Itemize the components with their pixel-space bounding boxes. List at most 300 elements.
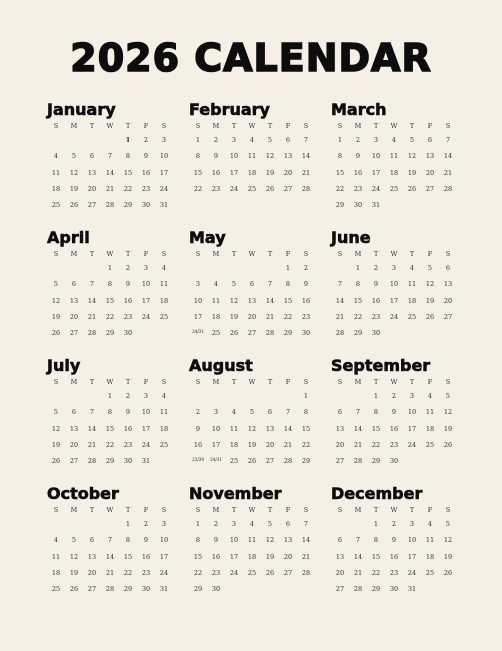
day-cell: 3 — [409, 520, 415, 528]
day-cell: 28 — [283, 457, 293, 466]
day-cell: 19 — [69, 184, 79, 193]
day-cell: 13 — [69, 296, 79, 305]
day-cell: 18 — [425, 424, 435, 433]
day-cell: 13 — [87, 552, 97, 561]
day-cell: 22 — [353, 312, 363, 321]
day-cell: 5 — [427, 264, 433, 272]
empty-day-cell — [403, 453, 421, 469]
day-cell: 14 — [87, 424, 97, 433]
day-cell: 27 — [283, 568, 293, 577]
day-cell: 25 — [247, 184, 257, 193]
day-cell: 10 — [229, 536, 239, 545]
day-cell: 27 — [335, 585, 345, 594]
weekday-header: F — [285, 506, 291, 514]
day-cell: 11 — [425, 536, 435, 545]
day-grid — [331, 260, 457, 358]
weekday-header: S — [337, 122, 343, 130]
day-cell: 10 — [159, 152, 169, 161]
day-cell: 8 — [195, 536, 201, 545]
weekday-header: S — [445, 122, 451, 130]
day-cell: 15 — [105, 424, 115, 433]
day-cell: 16 — [211, 168, 221, 177]
day-cell: 4 — [427, 392, 433, 400]
empty-day-cell — [47, 516, 65, 532]
weekday-header: W — [248, 506, 256, 514]
day-cell: 9 — [143, 152, 149, 161]
empty-day-cell — [119, 597, 137, 613]
empty-day-cell — [243, 260, 261, 276]
empty-day-cell — [261, 260, 279, 276]
day-cell: 27 — [87, 585, 97, 594]
empty-day-cell — [261, 197, 279, 213]
day-cell: 14 — [443, 152, 453, 161]
weekday-header: F — [427, 506, 433, 514]
day-cell: 1 — [373, 520, 379, 528]
day-cell: 30 — [211, 585, 221, 594]
day-cell: 28 — [301, 184, 311, 193]
day-cell: 22 — [193, 568, 203, 577]
day-cell: 4 — [391, 136, 397, 144]
day-cell: 27 — [335, 457, 345, 466]
day-cell: 29 — [335, 201, 345, 210]
weekday-header: T — [89, 506, 95, 514]
weekday-header: F — [285, 378, 291, 386]
day-cell: 19 — [51, 312, 61, 321]
day-cell: 8 — [107, 408, 113, 417]
empty-day-cell — [155, 325, 173, 341]
day-cell: 6 — [71, 280, 77, 289]
day-cell: 2 — [213, 520, 219, 528]
day-cell: 5 — [71, 536, 77, 545]
day-cell: 3 — [195, 280, 201, 289]
day-cell: 24 — [159, 184, 169, 193]
weekday-header: T — [231, 122, 237, 130]
weekday-header: W — [248, 378, 256, 386]
day-cell: 18 — [159, 296, 169, 305]
empty-day-cell — [47, 132, 65, 148]
day-cell: 3 — [373, 136, 379, 144]
day-cell: 21 — [443, 168, 453, 177]
weekday-header: S — [53, 250, 59, 258]
day-cell: 11 — [229, 424, 239, 433]
day-cell: 29 — [371, 457, 381, 466]
weekday-header: T — [409, 378, 415, 386]
day-cell: 15 — [335, 168, 345, 177]
empty-day-cell — [83, 388, 101, 404]
empty-day-cell — [243, 597, 261, 613]
day-cell: 17 — [407, 552, 417, 561]
empty-day-cell — [297, 197, 315, 213]
day-cell: 12 — [69, 552, 79, 561]
weekday-header: F — [427, 378, 433, 386]
empty-day-cell — [101, 597, 119, 613]
day-cell: 27 — [247, 329, 257, 338]
day-cell: 1 — [195, 520, 201, 528]
empty-day-cell — [155, 597, 173, 613]
day-cell: 24 — [159, 568, 169, 577]
day-cell: 24/31 — [210, 458, 222, 464]
day-cell: 26 — [51, 329, 61, 338]
empty-day-cell — [439, 581, 457, 597]
day-cell: 20 — [425, 168, 435, 177]
weekday-header: T — [373, 122, 379, 130]
empty-day-cell — [65, 388, 83, 404]
weekday-header: F — [143, 250, 149, 258]
day-cell: 27 — [69, 457, 79, 466]
empty-day-cell — [207, 197, 225, 213]
weekday-header: F — [143, 506, 149, 514]
day-cell: 18 — [247, 168, 257, 177]
day-cell: 13 — [425, 152, 435, 161]
day-cell: 10 — [407, 536, 417, 545]
day-cell: 20 — [87, 184, 97, 193]
empty-day-cell — [439, 197, 457, 213]
weekday-header: S — [303, 506, 309, 514]
empty-day-cell — [261, 581, 279, 597]
day-cell: 2 — [143, 136, 149, 144]
day-cell: 5 — [53, 408, 59, 417]
day-cell: 7 — [89, 280, 95, 289]
weekday-header: W — [248, 250, 256, 258]
day-cell: 5 — [445, 520, 451, 528]
day-cell: 8 — [355, 280, 361, 289]
empty-day-cell — [261, 388, 279, 404]
weekday-header: M — [354, 506, 362, 514]
day-cell: 8 — [303, 408, 309, 417]
day-cell: 4 — [213, 280, 219, 289]
empty-day-cell — [297, 581, 315, 597]
day-cell: 23 — [141, 184, 151, 193]
day-grid — [331, 516, 457, 614]
day-cell: 21 — [301, 552, 311, 561]
empty-day-cell — [331, 516, 349, 532]
day-cell: 9 — [125, 280, 131, 289]
day-grid — [331, 388, 457, 486]
day-cell: 30 — [389, 457, 399, 466]
day-cell: 18 — [159, 424, 169, 433]
empty-day-cell — [439, 325, 457, 341]
day-cell: 22 — [335, 184, 345, 193]
day-cell: 5 — [267, 136, 273, 144]
day-cell: 16 — [389, 552, 399, 561]
day-cell: 21 — [265, 312, 275, 321]
day-cell: 9 — [213, 536, 219, 545]
weekday-header: T — [409, 250, 415, 258]
day-grid — [189, 132, 315, 230]
day-cell: 18 — [247, 552, 257, 561]
day-cell: 29 — [301, 457, 311, 466]
day-cell: 12 — [51, 296, 61, 305]
day-cell: 6 — [445, 264, 451, 272]
day-cell: 25 — [247, 568, 257, 577]
day-cell: 31 — [407, 585, 417, 594]
day-cell: 1 — [107, 264, 113, 272]
day-cell: 13 — [69, 424, 79, 433]
weekday-header: F — [143, 122, 149, 130]
day-cell: 12 — [265, 152, 275, 161]
day-cell: 31 — [371, 201, 381, 210]
day-cell: 24 — [229, 568, 239, 577]
day-cell: 17 — [159, 168, 169, 177]
day-cell: 26 — [407, 184, 417, 193]
day-cell: 4 — [427, 520, 433, 528]
weekday-header: F — [285, 122, 291, 130]
empty-day-cell — [83, 260, 101, 276]
weekday-header-row — [47, 504, 173, 516]
day-cell: 15 — [371, 552, 381, 561]
day-cell: 29 — [123, 201, 133, 210]
day-cell: 23 — [123, 440, 133, 449]
empty-day-cell — [207, 388, 225, 404]
weekday-header: M — [354, 122, 362, 130]
day-cell: 6 — [337, 408, 343, 417]
day-cell: 11 — [159, 280, 169, 289]
day-cell: 7 — [337, 280, 343, 289]
day-cell: 10 — [211, 424, 221, 433]
day-cell: 7 — [355, 408, 361, 417]
weekday-header-row — [47, 248, 173, 260]
month-name: September — [331, 356, 431, 375]
empty-day-cell — [279, 388, 297, 404]
day-cell: 30 — [301, 329, 311, 338]
day-cell: 12 — [69, 168, 79, 177]
month-grid — [47, 100, 457, 612]
day-cell: 17 — [229, 552, 239, 561]
weekday-header: S — [303, 122, 309, 130]
month-name: July — [47, 356, 81, 375]
day-cell: 28 — [301, 568, 311, 577]
day-cell: 14 — [105, 552, 115, 561]
day-cell: 7 — [285, 408, 291, 417]
month-november — [189, 484, 315, 612]
day-cell: 6 — [285, 136, 291, 144]
day-cell: 23 — [211, 184, 221, 193]
day-cell: 27 — [87, 201, 97, 210]
day-cell: 26 — [443, 440, 453, 449]
empty-day-cell — [421, 453, 439, 469]
day-cell: 9 — [391, 536, 397, 545]
day-cell: 12 — [247, 424, 257, 433]
day-grid — [47, 516, 173, 614]
day-cell: 10 — [371, 152, 381, 161]
day-cell: 2 — [125, 392, 131, 400]
day-cell: 9 — [303, 280, 309, 289]
day-cell: 15 — [105, 296, 115, 305]
weekday-header: S — [445, 378, 451, 386]
day-cell: 21 — [335, 312, 345, 321]
day-cell: 17 — [211, 440, 221, 449]
month-name: February — [189, 100, 270, 119]
day-cell: 20 — [247, 312, 257, 321]
empty-day-cell — [439, 453, 457, 469]
day-cell: 3 — [161, 136, 167, 144]
empty-day-cell — [65, 260, 83, 276]
day-cell: 16 — [389, 424, 399, 433]
day-cell: 4 — [249, 136, 255, 144]
day-cell: 6 — [267, 408, 273, 417]
day-cell: 17 — [141, 296, 151, 305]
day-cell: 7 — [303, 136, 309, 144]
weekday-header: T — [231, 250, 237, 258]
day-cell: 15 — [123, 168, 133, 177]
month-august — [189, 356, 315, 484]
day-cell: 23 — [389, 440, 399, 449]
day-cell: 18 — [211, 312, 221, 321]
empty-day-cell — [367, 597, 385, 613]
month-name: March — [331, 100, 387, 119]
empty-day-cell — [385, 597, 403, 613]
day-cell: 25 — [51, 201, 61, 210]
day-cell: 6 — [337, 536, 343, 545]
weekday-header: S — [53, 378, 59, 386]
day-cell: 19 — [265, 552, 275, 561]
day-cell: 5 — [53, 280, 59, 289]
day-cell: 25 — [159, 312, 169, 321]
day-cell: 29 — [193, 585, 203, 594]
day-cell: 13 — [443, 280, 453, 289]
day-cell: 19 — [247, 440, 257, 449]
weekday-header: T — [125, 250, 131, 258]
month-january — [47, 100, 173, 228]
empty-day-cell — [47, 260, 65, 276]
weekday-header: S — [445, 506, 451, 514]
day-cell: 6 — [427, 136, 433, 144]
day-cell: 9 — [143, 536, 149, 545]
day-cell: 13 — [87, 168, 97, 177]
day-cell: 17 — [159, 552, 169, 561]
month-name: October — [47, 484, 119, 503]
day-cell: 3 — [161, 520, 167, 528]
weekday-header: W — [106, 250, 114, 258]
day-cell: 16 — [353, 168, 363, 177]
day-cell: 28 — [335, 329, 345, 338]
weekday-header: W — [390, 122, 398, 130]
weekday-header: W — [390, 250, 398, 258]
empty-day-cell — [207, 260, 225, 276]
day-cell: 24 — [229, 184, 239, 193]
day-cell: 20 — [335, 440, 345, 449]
empty-day-cell — [65, 597, 83, 613]
weekday-header: T — [373, 378, 379, 386]
day-cell: 20 — [69, 440, 79, 449]
weekday-header: W — [106, 506, 114, 514]
day-cell: 29 — [105, 457, 115, 466]
day-cell: 16 — [141, 168, 151, 177]
day-cell: 26 — [265, 184, 275, 193]
weekday-header: T — [231, 506, 237, 514]
weekday-header-row — [189, 120, 315, 132]
day-cell: 8 — [337, 152, 343, 161]
day-cell: 26 — [247, 457, 257, 466]
day-cell: 22 — [283, 312, 293, 321]
day-cell: 24 — [407, 440, 417, 449]
day-cell: 13 — [283, 536, 293, 545]
empty-day-cell — [403, 597, 421, 613]
empty-day-cell — [279, 597, 297, 613]
weekday-header: S — [161, 378, 167, 386]
empty-day-cell — [47, 597, 65, 613]
day-cell: 7 — [107, 152, 113, 161]
day-cell: 24 — [407, 568, 417, 577]
weekday-header: S — [161, 506, 167, 514]
month-july — [47, 356, 173, 484]
month-october — [47, 484, 173, 612]
empty-day-cell — [47, 388, 65, 404]
weekday-header: S — [303, 378, 309, 386]
empty-day-cell — [83, 516, 101, 532]
day-cell: 16 — [371, 296, 381, 305]
day-cell: 28 — [105, 585, 115, 594]
day-cell: 8 — [373, 536, 379, 545]
day-cell: 5 — [71, 152, 77, 161]
day-cell: 4 — [161, 264, 167, 272]
day-cell: 9 — [195, 424, 201, 433]
day-cell: 8 — [107, 280, 113, 289]
weekday-header: S — [445, 250, 451, 258]
empty-day-cell — [385, 325, 403, 341]
day-cell: 15 — [193, 168, 203, 177]
day-cell: 28 — [353, 585, 363, 594]
day-cell: 17 — [229, 168, 239, 177]
day-cell: 29 — [123, 585, 133, 594]
weekday-header-row — [331, 120, 457, 132]
day-cell: 15 — [353, 296, 363, 305]
day-cell: 2 — [143, 520, 149, 528]
weekday-header: T — [125, 122, 131, 130]
empty-day-cell — [261, 597, 279, 613]
day-cell: 18 — [389, 168, 399, 177]
day-cell: 12 — [407, 152, 417, 161]
weekday-header: S — [195, 122, 201, 130]
day-cell: 10 — [193, 296, 203, 305]
day-grid — [47, 132, 173, 230]
day-cell: 25 — [159, 440, 169, 449]
day-cell: 22 — [123, 568, 133, 577]
day-cell: 4 — [53, 536, 59, 545]
weekday-header: F — [285, 250, 291, 258]
empty-day-cell — [83, 597, 101, 613]
day-cell: 19 — [443, 424, 453, 433]
empty-day-cell — [101, 516, 119, 532]
weekday-header: F — [143, 378, 149, 386]
day-cell: 23 — [141, 568, 151, 577]
day-cell: 16 — [123, 296, 133, 305]
day-cell: 21 — [301, 168, 311, 177]
day-cell: 1 — [285, 264, 291, 272]
month-december — [331, 484, 457, 612]
empty-day-cell — [331, 597, 349, 613]
empty-day-cell — [243, 197, 261, 213]
day-cell: 27 — [425, 184, 435, 193]
day-cell: 25 — [389, 184, 399, 193]
page-title: 2026 CALENDAR — [70, 36, 432, 80]
empty-day-cell — [189, 260, 207, 276]
day-cell: 28 — [87, 457, 97, 466]
day-grid — [189, 516, 315, 614]
day-cell: 1 — [355, 264, 361, 272]
day-cell: 21 — [105, 184, 115, 193]
day-cell: 10 — [389, 280, 399, 289]
weekday-header: T — [125, 506, 131, 514]
weekday-header-row — [189, 248, 315, 260]
empty-day-cell — [331, 388, 349, 404]
day-cell: 1 — [125, 520, 131, 528]
weekday-header: T — [409, 122, 415, 130]
weekday-header: M — [212, 506, 220, 514]
weekday-header-row — [47, 120, 173, 132]
day-cell: 28 — [87, 329, 97, 338]
day-cell: 12 — [51, 424, 61, 433]
